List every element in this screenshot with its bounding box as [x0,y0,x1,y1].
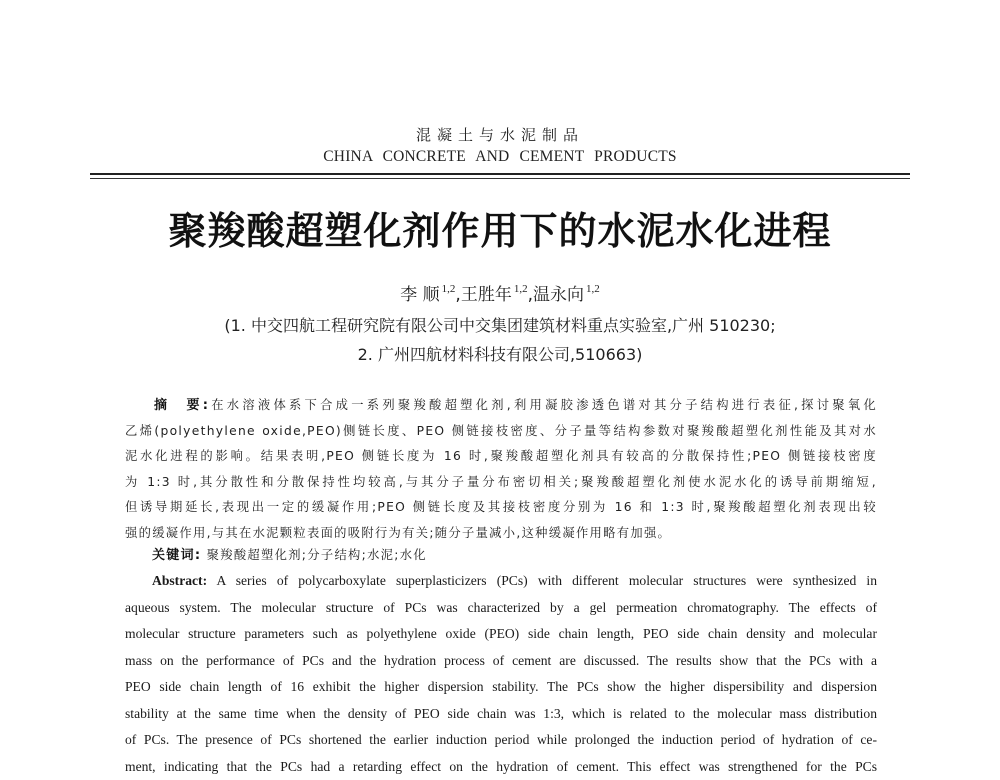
abstract-label: Abstract: [152,573,207,588]
abstract-text: A series of polycarboxylate superplasticizers (PCs) with different molecular structures were synthesized in [217,573,877,588]
abstract-label: 摘 要: [152,398,209,413]
journal-name-english: CHINA CONCRETE AND CEMENT PRODUCTS [0,148,1000,166]
chinese-abstract [125,393,877,546]
abstract-text: 在水溶液体系下合成一系列聚羧酸超塑化剂,利用凝胶渗透色谱对其分子结构进行表征,探讨聚氧化 [209,398,877,412]
author-separator: , [528,285,533,305]
author-affiliation-marker: 1,2 [442,283,456,295]
author-affiliation-marker: 1,2 [514,283,528,295]
abstract-line: PEO side chain length of 16 exhibit the higher dispersion stability. The PCs show the higher dispersibility and dispersion [125,674,877,701]
abstract-line: 泥水化进程的影响。结果表明,PEO 侧链长度为 16 时,聚羧酸超塑化剂具有较高的分散保持性;PEO 侧链接枝密度 [125,444,877,470]
affiliation-line-1: (1. 中交四航工程研究院有限公司中交集团建筑材料重点实验室,广州 510230; [0,313,1000,336]
abstract-line [125,568,877,595]
abstract-line: 强的缓凝作用,与其在水泥颗粒表面的吸附行为有关;随分子量减小,这种缓凝作用略有加强。 [125,521,877,547]
header-rule-thick [90,173,910,175]
keywords-text: 聚羧酸超塑化剂;分子结构;水泥;水化 [207,548,427,562]
abstract-line: mass on the performance of PCs and the hydration process of cement are discussed. The results show that the PCs with a [125,648,877,675]
author-separator: , [455,285,460,305]
abstract-line: of PCs. The presence of PCs shortened the earlier induction period while prolonged the induction period of hydration of ce- [125,727,877,754]
author-name: 王胜年 [461,285,512,305]
keywords [152,544,427,563]
keywords-label: 关键词: [152,548,201,563]
author-affiliation-marker: 1,2 [586,283,600,295]
author-name: 温永向 [533,285,584,305]
abstract-line: stability at the same time when the density of PEO side chain was 1:3, which is related to the molecular mass distribution [125,701,877,728]
english-abstract [125,568,877,780]
abstract-line: 为 1:3 时,其分散性和分散保持性均较高,与其分子量分布密切相关;聚羧酸超塑化剂使水泥水化的诱导前期缩短, [125,470,877,496]
abstract-line: molecular structure parameters such as polyethylene oxide (PEO) side chain length, PEO side chain density and molecular [125,621,877,648]
affiliation-line-2: 2. 广州四航材料科技有限公司,510663) [0,342,1000,365]
abstract-line: aqueous system. The molecular structure of PCs was characterized by a gel permeation chromatography. The effects of [125,595,877,622]
author-name: 李 顺 [400,285,439,305]
header-rule-thin [90,178,910,179]
abstract-line: 乙烯(polyethylene oxide,PEO)侧链长度、PEO 侧链接枝密度、分子量等结构参数对聚羧酸超塑化剂性能及其对水 [125,419,877,445]
journal-name-chinese: 混凝土与水泥制品 [0,124,1000,145]
paper-title: 聚羧酸超塑化剂作用下的水泥水化进程 [0,200,1000,255]
abstract-line: 但诱导期延长,表现出一定的缓凝作用;PEO 侧链长度及其接枝密度分别为 16 和 1:3 时,聚羧酸超塑化剂表现出较 [125,495,877,521]
author-list [0,280,1000,305]
abstract-line [125,393,877,419]
abstract-line: ment, indicating that the PCs had a retarding effect on the hydration of cement. This effect was strengthened for the PCs [125,754,877,780]
